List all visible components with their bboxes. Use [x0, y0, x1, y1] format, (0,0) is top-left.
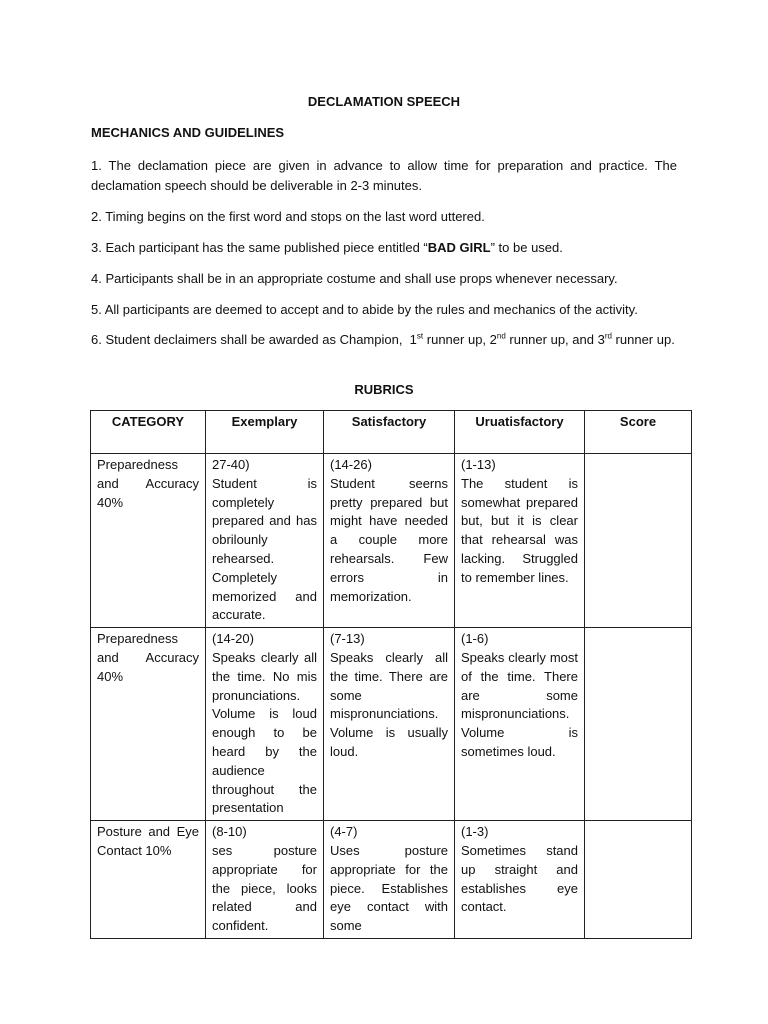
guideline-5: 5. All participants are deemed to accept and to abide by the rules and mechanics of the activity. [91, 302, 638, 317]
cell-exemplary [206, 628, 324, 821]
cell-score [585, 628, 692, 821]
cell-unsatisfactory [455, 821, 585, 939]
document-title: DECLAMATION SPEECH [307, 94, 461, 109]
score-range: 27-40) [212, 457, 250, 472]
header-exemplary: Exemplary [206, 411, 324, 454]
guideline-4: 4. Participants shall be in an appropriate costume and shall use props whenever necessary. [91, 271, 618, 286]
table-row [91, 821, 692, 939]
guideline-6 [91, 330, 677, 350]
score-range: (7-13) [330, 631, 365, 647]
guideline-6-text-a: 6. Student declaimers shall be awarded as Champion, 1 [91, 332, 417, 347]
score-range: (14-20) [212, 631, 254, 647]
guideline-3-piece-title: BAD GIRL [427, 240, 491, 255]
criteria-text: Speaks clearly all the time. No mis pronunciations. Volume is loud enough to be heard by the audience throughout the presentation [212, 649, 317, 816]
table-row [91, 628, 692, 821]
header-satisfactory: Satisfactory [324, 411, 455, 454]
table-header-row [91, 411, 692, 454]
guideline-6-text-b: runner up, 2 [423, 332, 497, 347]
cell-unsatisfactory [455, 628, 585, 821]
cell-unsatisfactory [455, 454, 585, 628]
guideline-3-text: 3. Each participant has the same published piece entitled “ [91, 240, 428, 255]
cell-satisfactory [324, 821, 455, 939]
ordinal-suffix: rd [604, 331, 612, 341]
header-unsatisfactory: Uruatisfactory [455, 411, 585, 454]
guideline-3 [91, 238, 677, 258]
cell-category: Preparedness and Accuracy 40% [91, 454, 206, 628]
cell-score [585, 454, 692, 628]
criteria-text: Sometimes stand up straight and establishes eye contact. [461, 842, 578, 915]
score-range: (8-10) [212, 824, 247, 840]
criteria-text: Speaks clearly all the time. There are some mispronunciations. Volume is usually loud. [330, 649, 448, 759]
header-category: CATEGORY [91, 411, 206, 454]
guideline-6-text-c: runner up, and 3 [505, 332, 605, 347]
rubrics-table [90, 410, 692, 939]
criteria-text: Speaks clearly most of the time. There are some mispronunciations. Volume is sometimes loud. [461, 649, 578, 759]
rubrics-title: RUBRICS [354, 382, 414, 397]
header-score: Score [585, 411, 692, 454]
cell-exemplary [206, 454, 324, 628]
criteria-text: Uses posture appropriate for the piece. Establishes eye contact with some [330, 842, 448, 934]
score-range: (1-13) [461, 457, 496, 472]
section-heading: MECHANICS AND GUIDELINES [91, 125, 285, 140]
guideline-2: 2. Timing begins on the first word and stops on the last word uttered. [91, 209, 485, 224]
cell-exemplary [206, 821, 324, 939]
ordinal-suffix: nd [496, 331, 506, 341]
cell-category: Preparedness and Accuracy 40% [91, 628, 206, 821]
table-row [91, 454, 692, 628]
guideline-6-text-d: runner up. [611, 332, 675, 347]
criteria-text: Student is completely prepared and has obrilounly rehearsed. Completely memorized and accurate. [212, 475, 317, 623]
guideline-1: 1. The declamation piece are given in advance to allow time for preparation and practice. The declamation speech should be deliverable in 2-3 minutes. [91, 158, 677, 193]
cell-score [585, 821, 692, 939]
criteria-text: The student is somewhat prepared but, but it is clear that rehearsal was lacking. Struggled to remember lines. [461, 475, 578, 585]
ordinal-suffix: st [416, 331, 424, 341]
score-range: (1-3) [461, 824, 489, 840]
criteria-text: ses posture appropriate for the piece, looks related and confident. [212, 842, 317, 934]
cell-category: Posture and Eye Contact 10% [91, 821, 206, 939]
score-range: (1-6) [461, 631, 489, 647]
guideline-3-text-end: ” to be used. [490, 240, 563, 255]
score-range: (4-7) [330, 824, 358, 840]
cell-satisfactory [324, 454, 455, 628]
criteria-text: Student seerns pretty prepared but might have needed a couple more rehearsals. Few errors in memorization. [330, 475, 448, 604]
score-range: (14-26) [330, 457, 372, 472]
cell-satisfactory [324, 628, 455, 821]
